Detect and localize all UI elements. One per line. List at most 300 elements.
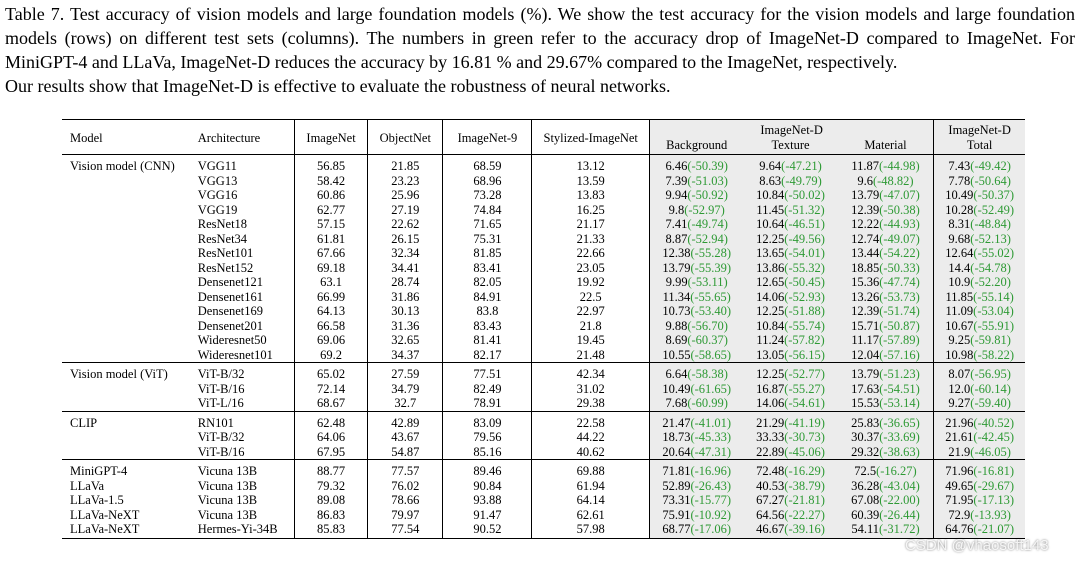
texture-cell-value: 12.65	[756, 275, 785, 289]
imagenet-cell: 65.02	[294, 363, 367, 382]
architecture-cell: Densenet161	[197, 289, 264, 304]
texture-cell-drop: (-55.27)	[784, 381, 825, 396]
stylized-imagenet-cell: 21.48	[532, 348, 650, 363]
texture-cell	[743, 396, 837, 411]
background-cell-drop: (-15.77)	[690, 493, 732, 507]
material-cell-value: 36.28	[851, 478, 880, 493]
texture-cell-drop: (-16.29)	[784, 464, 825, 478]
total-cell-value: 10.98	[945, 347, 974, 362]
texture-cell-value: 40.53	[756, 478, 785, 493]
background-cell-value: 10.55	[662, 347, 691, 362]
table-row	[62, 508, 1025, 523]
texture-cell-drop: (-52.93)	[784, 289, 825, 304]
model-cell: CLIP	[70, 415, 98, 430]
architecture-cell: ViT-B/32	[197, 367, 245, 381]
stylized-imagenet-cell: 22.5	[532, 290, 650, 305]
stylized-imagenet-cell: 29.38	[532, 396, 650, 411]
material-cell	[838, 479, 934, 494]
objectnet-cell: 76.02	[368, 479, 443, 494]
header-background: Background	[649, 138, 743, 155]
total-cell-value: 8.07	[948, 367, 971, 381]
total-cell-drop: (-52.13)	[970, 231, 1011, 246]
texture-cell-drop: (-51.88)	[784, 304, 825, 318]
material-cell-drop: (-53.73)	[879, 289, 920, 304]
material-cell-value: 12.39	[851, 202, 880, 217]
caption-last-line: Our results show that ImageNet-D is effective to evaluate the robustness of neural networks.	[5, 76, 671, 96]
texture-cell-value: 14.06	[756, 396, 785, 410]
stylized-imagenet-cell: 21.17	[532, 217, 650, 232]
imagenet-9-cell: 74.84	[443, 203, 532, 218]
texture-cell	[743, 411, 837, 430]
total-cell-value: 21.9	[948, 444, 971, 459]
objectnet-cell: 79.97	[368, 508, 443, 523]
material-cell-value: 12.74	[851, 231, 880, 246]
architecture-cell: ViT-B/16	[197, 381, 245, 396]
background-cell-drop: (-51.03)	[687, 173, 728, 188]
texture-cell-value: 14.06	[756, 289, 785, 304]
texture-cell-value: 10.64	[756, 217, 785, 231]
background-cell-drop: (-49.74)	[687, 217, 728, 231]
header-model: Model	[70, 131, 103, 146]
total-cell-value: 10.9	[948, 275, 971, 289]
texture-cell-drop: (-49.56)	[784, 231, 825, 246]
material-cell	[838, 319, 934, 334]
table-row	[62, 460, 1025, 479]
background-cell-drop: (-58.38)	[687, 367, 728, 381]
material-cell	[838, 174, 934, 189]
material-cell	[838, 203, 934, 218]
objectnet-cell: 54.87	[368, 445, 443, 460]
csdn-watermark: CSDN @vhaosoft143	[905, 537, 1049, 554]
objectnet-cell: 22.62	[368, 217, 443, 232]
header-imagenet-9: ImageNet-9	[443, 120, 532, 155]
material-cell	[838, 275, 934, 290]
total-cell	[934, 430, 1025, 445]
imagenet-cell: 56.85	[294, 155, 367, 174]
objectnet-cell: 34.37	[368, 348, 443, 363]
background-cell-value: 10.49	[662, 381, 691, 396]
total-cell-drop: (-50.37)	[973, 188, 1015, 202]
imagenet-9-cell: 82.05	[443, 275, 532, 290]
table-row	[62, 304, 1025, 319]
material-cell-drop: (-48.82)	[872, 173, 914, 188]
background-cell-value: 7.39	[665, 173, 688, 188]
texture-cell-value: 13.86	[756, 260, 785, 275]
background-cell-value: 68.77	[662, 522, 691, 536]
stylized-imagenet-cell: 16.25	[532, 203, 650, 218]
material-cell-value: 25.83	[851, 415, 880, 430]
material-cell-drop: (-47.07)	[879, 188, 920, 202]
background-cell-value: 9.8	[668, 202, 685, 217]
imagenet-cell: 62.77	[294, 203, 367, 218]
model-cell	[62, 430, 190, 445]
texture-cell	[743, 246, 837, 261]
texture-cell-value: 72.48	[756, 464, 785, 478]
texture-cell-value: 10.84	[756, 188, 785, 202]
total-cell	[934, 304, 1025, 319]
background-cell-value: 11.34	[662, 289, 691, 304]
table-group	[62, 460, 1025, 539]
architecture-cell: Vicuna 13B	[197, 464, 258, 478]
total-cell	[934, 232, 1025, 247]
total-cell-value: 11.85	[945, 289, 974, 304]
total-cell-drop: (-48.84)	[970, 217, 1011, 231]
imagenet-cell: 66.99	[294, 290, 367, 305]
material-cell-drop: (-31.72)	[879, 522, 920, 536]
imagenet-cell: 61.81	[294, 232, 367, 247]
texture-cell	[743, 188, 837, 203]
imagenet-cell: 79.32	[294, 479, 367, 494]
texture-cell	[743, 479, 837, 494]
background-cell-value: 73.31	[662, 493, 691, 507]
background-cell	[649, 445, 743, 460]
total-cell-drop: (-55.91)	[973, 318, 1015, 333]
objectnet-cell: 43.67	[368, 430, 443, 445]
table-group	[62, 155, 1025, 363]
model-cell: LLaVa	[70, 478, 105, 493]
imagenet-cell: 69.06	[294, 333, 367, 348]
architecture-cell: VGG11	[197, 159, 237, 173]
total-cell-drop: (-21.07)	[973, 522, 1015, 536]
architecture-cell: Hermes-Yi-34B	[197, 522, 278, 536]
material-cell-value: 15.53	[851, 396, 880, 410]
total-cell-value: 9.27	[948, 396, 971, 410]
texture-cell	[743, 508, 837, 523]
background-cell-drop: (-47.31)	[690, 444, 732, 459]
material-cell-value: 11.87	[851, 159, 879, 173]
table-row	[62, 522, 1025, 538]
material-cell	[838, 493, 934, 508]
background-cell-drop: (-52.94)	[687, 231, 728, 246]
architecture-cell: VGG16	[197, 188, 238, 202]
total-cell-drop: (-58.22)	[973, 347, 1015, 362]
model-cell	[62, 319, 190, 334]
total-cell	[934, 348, 1025, 363]
model-cell	[62, 396, 190, 411]
background-cell	[649, 174, 743, 189]
background-cell-drop: (-52.97)	[684, 202, 725, 217]
material-cell	[838, 246, 934, 261]
table-row	[62, 232, 1025, 247]
background-cell-value: 7.68	[665, 396, 688, 410]
material-cell-value: 13.44	[851, 246, 880, 260]
objectnet-cell: 28.74	[368, 275, 443, 290]
table-row	[62, 275, 1025, 290]
material-cell	[838, 155, 934, 174]
texture-cell-drop: (-47.21)	[781, 159, 822, 173]
material-cell-value: 9.6	[857, 173, 873, 188]
texture-cell-value: 67.27	[756, 493, 785, 507]
total-cell-drop: (-60.14)	[970, 381, 1011, 396]
stylized-imagenet-cell: 40.62	[532, 445, 650, 460]
imagenet-cell: 67.95	[294, 445, 367, 460]
texture-cell	[743, 493, 837, 508]
table-row	[62, 430, 1025, 445]
background-cell	[649, 508, 743, 523]
header-imagenet-d-total-1: ImageNet-D	[934, 120, 1025, 138]
model-cell	[62, 445, 190, 460]
stylized-imagenet-cell: 22.66	[532, 246, 650, 261]
background-cell	[649, 275, 743, 290]
material-cell-drop: (-54.22)	[879, 246, 920, 260]
background-cell-value: 7.41	[665, 217, 688, 231]
background-cell-drop: (-55.28)	[690, 246, 732, 260]
total-cell-value: 71.95	[945, 493, 974, 507]
background-cell-value: 12.38	[662, 246, 691, 260]
objectnet-cell: 27.59	[368, 363, 443, 382]
background-cell	[649, 217, 743, 232]
texture-cell-value: 9.64	[759, 159, 782, 173]
imagenet-9-cell: 68.59	[443, 155, 532, 174]
objectnet-cell: 30.13	[368, 304, 443, 319]
total-cell-value: 72.9	[948, 507, 971, 522]
total-cell	[934, 174, 1025, 189]
background-cell-drop: (-55.39)	[690, 260, 732, 275]
texture-cell	[743, 174, 837, 189]
background-cell	[649, 290, 743, 305]
imagenet-cell: 86.83	[294, 508, 367, 523]
background-cell-value: 9.94	[665, 188, 688, 202]
texture-cell-value: 16.87	[756, 381, 785, 396]
stylized-imagenet-cell: 21.33	[532, 232, 650, 247]
material-cell-value: 12.04	[851, 347, 880, 362]
background-cell	[649, 522, 743, 538]
material-cell-drop: (-44.98)	[879, 159, 920, 173]
background-cell-drop: (-26.43)	[690, 478, 732, 493]
model-cell	[62, 348, 190, 363]
background-cell-value: 13.79	[662, 260, 691, 275]
material-cell-value: 17.63	[851, 381, 880, 396]
texture-cell-value: 46.67	[756, 522, 785, 536]
texture-cell-drop: (-54.01)	[784, 246, 825, 260]
background-cell-value: 71.81	[662, 464, 691, 478]
objectnet-cell: 78.66	[368, 493, 443, 508]
model-cell	[62, 246, 190, 261]
background-cell-drop: (-60.99)	[687, 396, 728, 410]
table-row	[62, 174, 1025, 189]
stylized-imagenet-cell: 31.02	[532, 382, 650, 397]
total-cell-drop: (-59.81)	[970, 333, 1011, 347]
header-imagenet-d-total-2: Total	[934, 138, 1025, 155]
background-cell-value: 8.69	[665, 333, 688, 347]
background-cell-value: 20.64	[662, 444, 691, 459]
objectnet-cell: 25.96	[368, 188, 443, 203]
background-cell-drop: (-55.65)	[690, 289, 731, 304]
total-cell-drop: (-42.45)	[973, 430, 1015, 444]
table-row	[62, 246, 1025, 261]
table-group	[62, 411, 1025, 460]
background-cell-value: 52.89	[662, 478, 691, 493]
background-cell-drop: (-58.65)	[690, 347, 732, 362]
material-cell	[838, 304, 934, 319]
total-cell	[934, 246, 1025, 261]
imagenet-cell: 85.83	[294, 522, 367, 538]
total-cell-drop: (-40.52)	[973, 415, 1015, 430]
material-cell-drop: (-51.74)	[879, 304, 920, 318]
model-cell: Vision model (CNN)	[70, 159, 175, 173]
objectnet-cell: 77.54	[368, 522, 443, 538]
imagenet-cell: 64.06	[294, 430, 367, 445]
stylized-imagenet-cell: 61.94	[532, 479, 650, 494]
material-cell-drop: (-53.14)	[879, 396, 920, 410]
imagenet-9-cell: 68.96	[443, 174, 532, 189]
total-cell	[934, 333, 1025, 348]
texture-cell-value: 12.25	[756, 367, 785, 381]
model-cell	[62, 382, 190, 397]
total-cell-drop: (-54.78)	[970, 260, 1011, 275]
imagenet-cell: 57.15	[294, 217, 367, 232]
table-row	[62, 155, 1025, 174]
total-cell	[934, 290, 1025, 305]
total-cell-value: 12.0	[948, 381, 971, 396]
texture-cell-value: 10.84	[756, 318, 785, 333]
table-row	[62, 396, 1025, 411]
background-cell	[649, 246, 743, 261]
architecture-cell: Vicuna 13B	[197, 493, 258, 507]
imagenet-9-cell: 77.51	[443, 363, 532, 382]
total-cell-drop: (-46.05)	[970, 444, 1011, 459]
texture-cell	[743, 363, 837, 382]
model-cell	[62, 261, 190, 276]
model-cell	[62, 232, 190, 247]
background-cell	[649, 382, 743, 397]
total-cell-drop: (-13.93)	[970, 507, 1011, 522]
imagenet-cell: 68.67	[294, 396, 367, 411]
imagenet-cell: 60.86	[294, 188, 367, 203]
background-cell-drop: (-60.37)	[687, 333, 728, 347]
background-cell	[649, 396, 743, 411]
material-cell	[838, 363, 934, 382]
background-cell-drop: (-56.70)	[687, 318, 728, 333]
total-cell-value: 14.4	[948, 260, 971, 275]
stylized-imagenet-cell: 23.05	[532, 261, 650, 276]
objectnet-cell: 32.34	[368, 246, 443, 261]
background-cell	[649, 232, 743, 247]
total-cell-drop: (-50.64)	[970, 173, 1011, 188]
texture-cell	[743, 460, 837, 479]
stylized-imagenet-cell: 22.58	[532, 411, 650, 430]
background-cell	[649, 319, 743, 334]
model-cell	[62, 217, 190, 232]
background-cell	[649, 261, 743, 276]
header-objectnet: ObjectNet	[368, 120, 443, 155]
architecture-cell: Vicuna 13B	[197, 507, 258, 522]
results-table	[62, 119, 1025, 539]
texture-cell	[743, 261, 837, 276]
imagenet-cell: 88.77	[294, 460, 367, 479]
table-row	[62, 493, 1025, 508]
background-cell-value: 21.47	[662, 415, 691, 430]
texture-cell-drop: (-51.32)	[784, 202, 825, 217]
texture-cell-drop: (-50.02)	[784, 188, 825, 202]
texture-cell	[743, 290, 837, 305]
model-cell: MiniGPT-4	[70, 464, 128, 478]
texture-cell	[743, 382, 837, 397]
objectnet-cell: 31.36	[368, 319, 443, 334]
total-cell	[934, 479, 1025, 494]
architecture-cell: Vicuna 13B	[197, 478, 258, 493]
texture-cell-drop: (-41.19)	[784, 415, 825, 430]
material-cell-value: 18.85	[851, 260, 880, 275]
total-cell-drop: (-52.49)	[973, 202, 1015, 217]
material-cell-value: 13.26	[851, 289, 880, 304]
header-texture: Texture	[743, 138, 837, 155]
background-cell-value: 10.73	[662, 304, 691, 318]
model-cell	[62, 203, 190, 218]
total-cell-drop: (-55.14)	[973, 289, 1014, 304]
background-cell-value: 6.64	[665, 367, 688, 381]
texture-cell-value: 13.05	[756, 347, 785, 362]
material-cell-value: 54.11	[851, 522, 879, 536]
total-cell	[934, 508, 1025, 523]
material-cell-value: 67.08	[851, 493, 880, 507]
stylized-imagenet-cell: 69.88	[532, 460, 650, 479]
texture-cell-drop: (-55.74)	[784, 318, 825, 333]
material-cell-drop: (-38.63)	[879, 444, 920, 459]
total-cell	[934, 382, 1025, 397]
material-cell-value: 13.79	[851, 188, 880, 202]
objectnet-cell: 27.19	[368, 203, 443, 218]
total-cell	[934, 460, 1025, 479]
objectnet-cell: 32.65	[368, 333, 443, 348]
total-cell-drop: (-52.20)	[970, 275, 1011, 289]
imagenet-9-cell: 83.43	[443, 319, 532, 334]
material-cell	[838, 261, 934, 276]
texture-cell-drop: (-57.82)	[784, 333, 825, 347]
header-row-1	[62, 120, 1025, 138]
material-cell	[838, 508, 934, 523]
material-cell	[838, 217, 934, 232]
imagenet-cell: 64.13	[294, 304, 367, 319]
table-row	[62, 411, 1025, 430]
material-cell-value: 60.39	[851, 507, 880, 522]
table-row	[62, 261, 1025, 276]
imagenet-cell: 67.66	[294, 246, 367, 261]
texture-cell	[743, 430, 837, 445]
total-cell-value: 49.65	[945, 478, 974, 493]
background-cell-value: 8.87	[665, 231, 688, 246]
imagenet-cell: 69.2	[294, 348, 367, 363]
objectnet-cell: 26.15	[368, 232, 443, 247]
table-row	[62, 217, 1025, 232]
total-cell-drop: (-53.04)	[973, 304, 1014, 318]
architecture-cell: VGG19	[197, 202, 238, 217]
stylized-imagenet-cell: 42.34	[532, 363, 650, 382]
imagenet-9-cell: 83.8	[443, 304, 532, 319]
imagenet-9-cell: 79.56	[443, 430, 532, 445]
material-cell-drop: (-33.69)	[879, 430, 920, 444]
texture-cell-value: 12.25	[756, 304, 785, 318]
architecture-cell: Densenet121	[197, 275, 264, 289]
imagenet-9-cell: 85.16	[443, 445, 532, 460]
material-cell	[838, 430, 934, 445]
background-cell	[649, 479, 743, 494]
objectnet-cell: 23.23	[368, 174, 443, 189]
total-cell	[934, 493, 1025, 508]
material-cell	[838, 411, 934, 430]
total-cell	[934, 445, 1025, 460]
imagenet-cell: 89.08	[294, 493, 367, 508]
material-cell-drop: (-54.51)	[879, 381, 920, 396]
table-row	[62, 188, 1025, 203]
material-cell	[838, 445, 934, 460]
imagenet-9-cell: 75.31	[443, 232, 532, 247]
background-cell	[649, 460, 743, 479]
texture-cell	[743, 333, 837, 348]
background-cell-drop: (-45.33)	[690, 430, 732, 444]
total-cell-drop: (-49.42)	[970, 159, 1011, 173]
imagenet-cell: 66.58	[294, 319, 367, 334]
